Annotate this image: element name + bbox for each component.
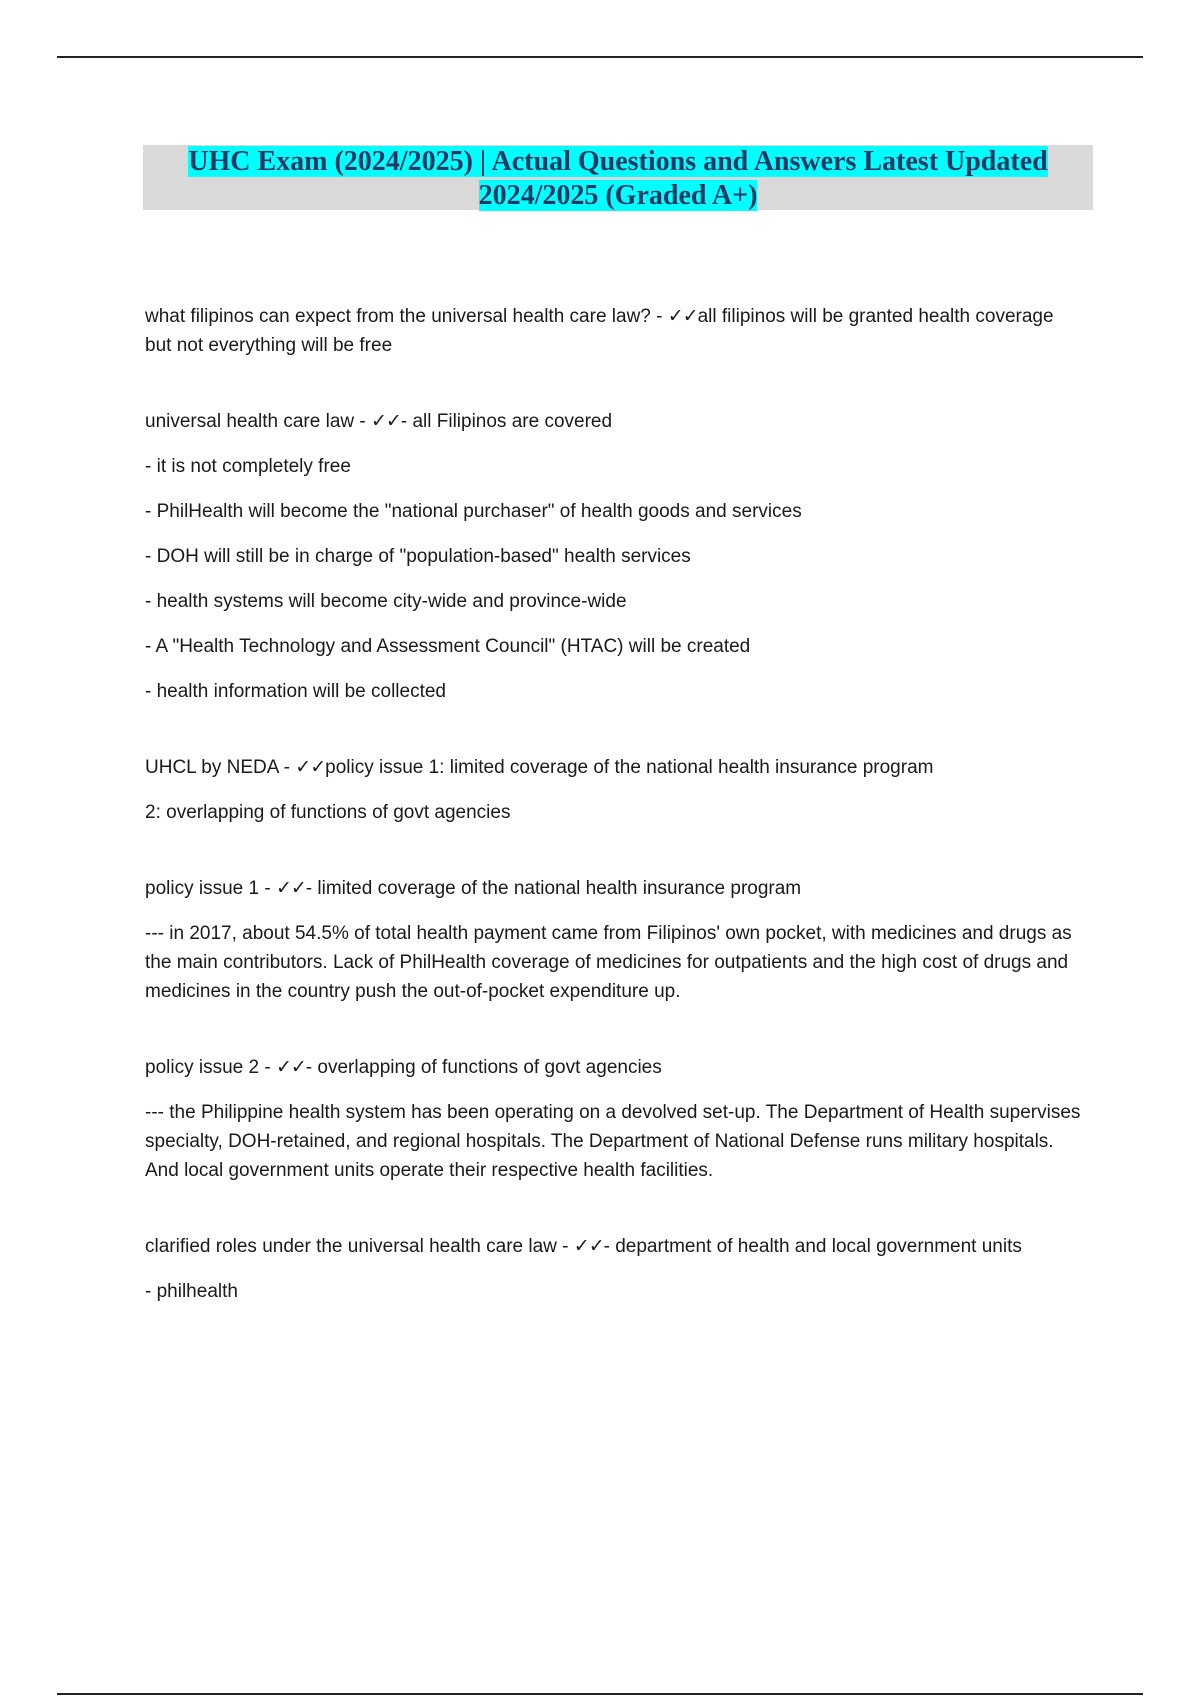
qa-answer: policy issue 1: limited coverage of the national health insurance program	[325, 757, 934, 778]
document-title	[143, 145, 1093, 210]
answer-detail: 2: overlapping of functions of govt agencies	[145, 802, 511, 823]
qa-list	[145, 302, 1085, 1322]
qa-answer: all filipinos will be granted health coverage but not everything will be free	[145, 306, 1054, 356]
qa-entry	[145, 753, 1085, 827]
answer-detail: - A "Health Technology and Assessment Council" (HTAC) will be created	[145, 636, 751, 657]
checkmark-icon: ✓✓	[295, 757, 326, 778]
answer-detail: - it is not completely free	[145, 456, 351, 477]
title-line-2: 2024/2025 (Graded A+)	[478, 180, 758, 211]
title-line-1: UHC Exam (2024/2025) | Actual Questions and Answers Latest Updated	[188, 146, 1048, 177]
answer-detail: --- the Philippine health system has been operating on a devolved set-up. The Department of Health supervises specialty, DOH-retained, and regional hospitals. The Department of National Defense runs military hospitals. And local government units operate their respective health facilities.	[145, 1102, 1081, 1181]
qa-question: universal health care law - ✓✓- all Filipinos are covered	[145, 411, 613, 432]
checkmark-icon: ✓✓	[667, 306, 698, 327]
answer-detail: - health information will be collected	[145, 681, 446, 702]
checkmark-icon: ✓✓	[275, 878, 306, 899]
qa-answer: - overlapping of functions of govt agencies	[305, 1057, 662, 1078]
qa-question: UHCL by NEDA - ✓✓policy issue 1: limited coverage of the national health insurance program	[145, 757, 934, 778]
qa-entry	[145, 407, 1085, 706]
answer-detail: - philhealth	[145, 1281, 238, 1302]
qa-entry	[145, 302, 1085, 360]
footer-rule	[57, 1693, 1143, 1695]
qa-answer: - all Filipinos are covered	[400, 411, 613, 432]
answer-detail: - PhilHealth will become the "national purchaser" of health goods and services	[145, 501, 802, 522]
answer-detail: - health systems will become city-wide and province-wide	[145, 591, 627, 612]
qa-question: what filipinos can expect from the universal health care law? - ✓✓all filipinos will be granted health coverage but not everything will be free	[145, 306, 1054, 356]
answer-detail: --- in 2017, about 54.5% of total health payment came from Filipinos' own pocket, with medicines and drugs as the main contributors. Lack of PhilHealth coverage of medicines for outpatients and the high cost of drugs and medicines in the country push the out-of-pocket expenditure up.	[145, 923, 1072, 1002]
qa-question: policy issue 1 - ✓✓- limited coverage of the national health insurance program	[145, 878, 802, 899]
answer-detail: - DOH will still be in charge of "population-based" health services	[145, 546, 691, 567]
qa-question: policy issue 2 - ✓✓- overlapping of functions of govt agencies	[145, 1057, 662, 1078]
checkmark-icon: ✓✓	[275, 1057, 306, 1078]
checkmark-icon: ✓✓	[371, 411, 401, 432]
checkmark-icon: ✓✓	[573, 1236, 604, 1257]
qa-question: clarified roles under the universal health care law - ✓✓- department of health and local government units	[145, 1236, 1022, 1257]
qa-answer: - limited coverage of the national health insurance program	[305, 878, 802, 899]
qa-entry	[145, 874, 1085, 1006]
qa-entry	[145, 1232, 1085, 1306]
qa-entry	[145, 1053, 1085, 1185]
header-rule	[57, 56, 1143, 58]
qa-answer: - department of health and local government units	[603, 1236, 1022, 1257]
